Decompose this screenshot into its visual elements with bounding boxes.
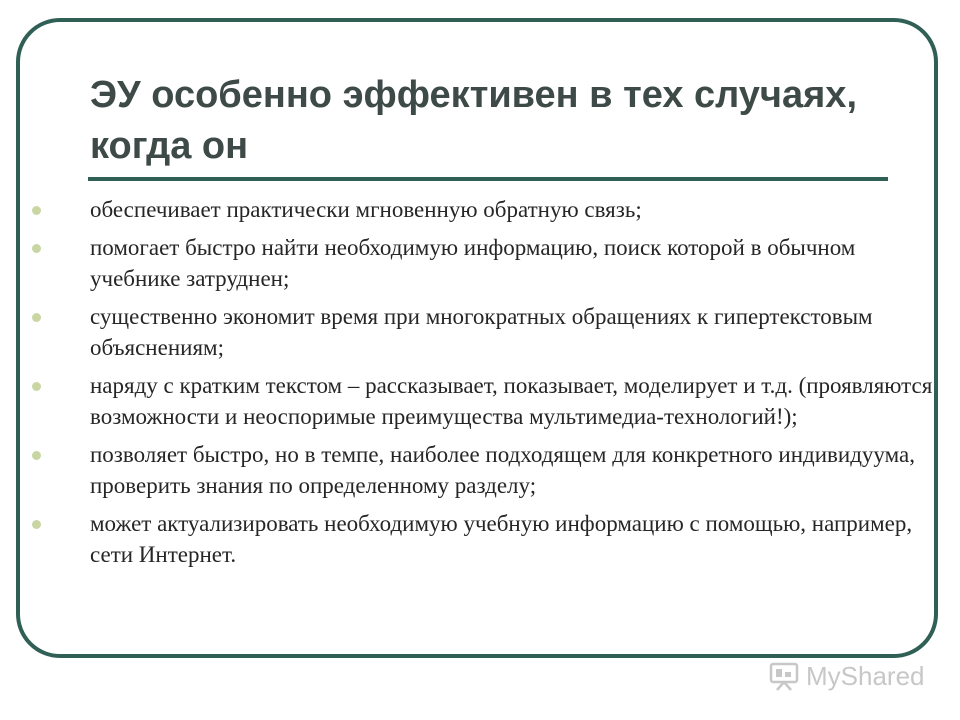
watermark-text: MyShared: [806, 660, 925, 691]
bullet-icon: [32, 520, 41, 529]
bullet-icon: [32, 382, 41, 391]
bullet-item: [28, 508, 938, 570]
bullet-text: может актуализировать необходимую учебную информацию с помощью, например, сети Интернет.: [90, 511, 913, 567]
bullet-text: наряду с кратким текстом – рассказывает, показывает, моделирует и т.д. (проявляются возможности и неоспоримые преимущества мультимедиа-технологий!);: [90, 373, 933, 429]
presentation-board-icon: [768, 660, 800, 692]
bullet-text: обеспечивает практически мгновенную обратную связь;: [90, 197, 642, 222]
bullet-item: [28, 232, 938, 294]
myshared-watermark: [768, 656, 925, 696]
bullet-item: [28, 194, 938, 225]
bullet-icon: [32, 451, 41, 460]
bullet-item: [28, 439, 938, 501]
title-underline: [88, 177, 888, 181]
bullet-item: [28, 301, 938, 363]
bullet-list: [28, 194, 938, 577]
bullet-icon: [32, 313, 41, 322]
bullet-text: позволяет быстро, но в темпе, наиболее подходящем для конкретного индивидуума, проверить знания по определенному разделу;: [90, 442, 915, 498]
bullet-text: помогает быстро найти необходимую информацию, поиск которой в обычном учебнике затруднен;: [90, 235, 856, 291]
bullet-icon: [32, 244, 41, 253]
slide-title: ЭУ особенно эффективен в тех случаях, когда он: [90, 74, 857, 167]
bullet-text: существенно экономит время при многократных обращениях к гипертекстовым объяснениям;: [90, 304, 873, 360]
bullet-item: [28, 370, 938, 432]
bullet-icon: [32, 206, 41, 215]
